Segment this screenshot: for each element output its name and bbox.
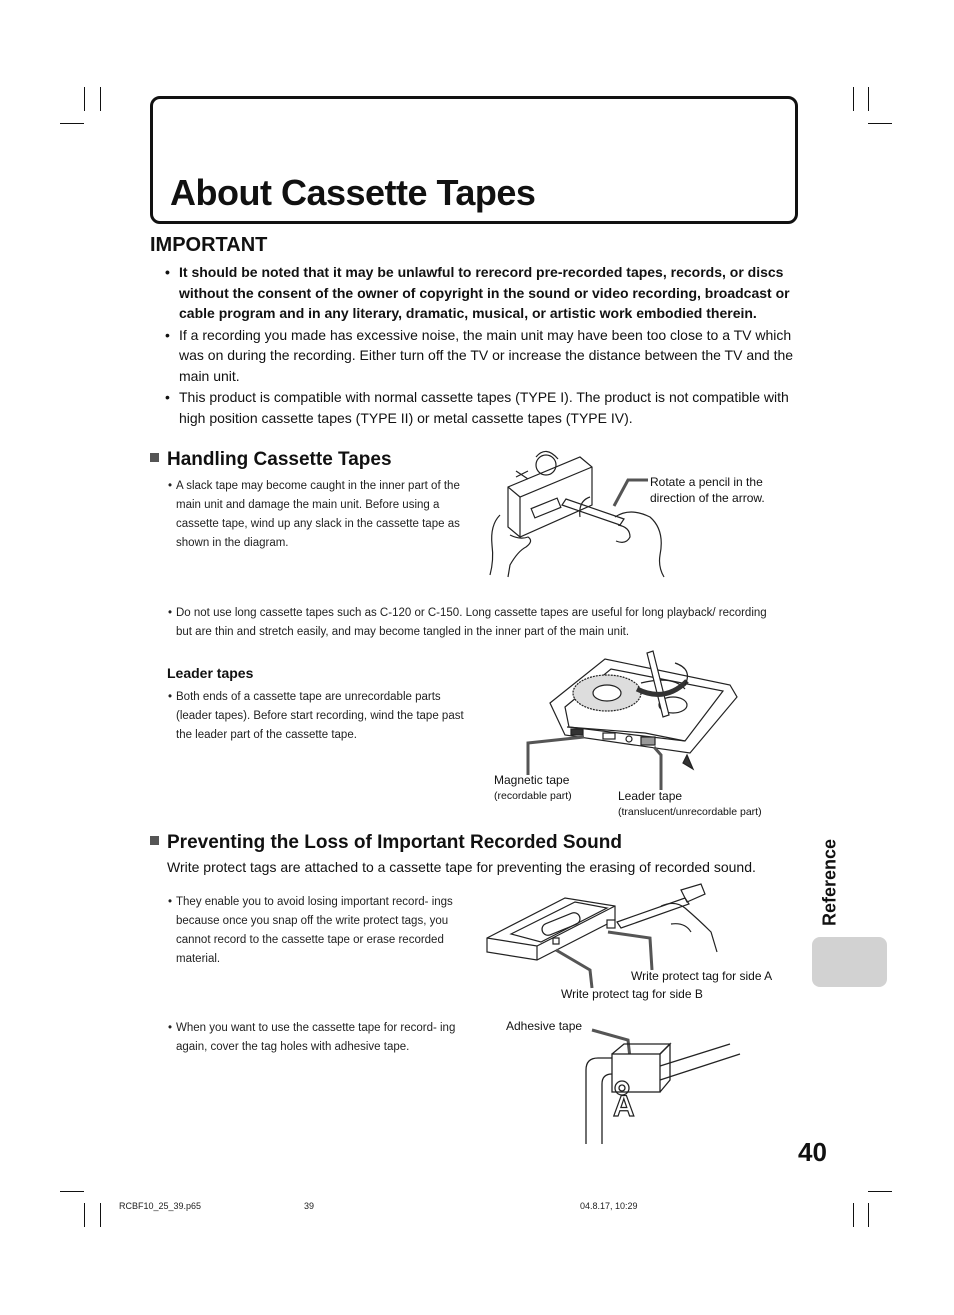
write-protect-bullet: • They enable you to avoid losing important record- ings because once you snap off the write protect tags, you cannot record to the cassette tape or erase recorded material. xyxy=(168,896,453,965)
important-item: • If a recording you made has excessive noise, the main unit may have been too close to a TV which was on during the recording. Either turn off the TV or increase the distance between the TV and the main unit. xyxy=(165,326,794,384)
page-title: About Cassette Tapes xyxy=(170,172,536,213)
side-tab-label: Reference xyxy=(819,838,840,927)
pencil-winding-illustration xyxy=(480,445,670,580)
preventing-heading: Preventing the Loss of Important Recorded Sound xyxy=(150,832,622,854)
crop-mark xyxy=(853,1203,854,1227)
preventing-intro: Write protect tags are attached to a cassette tape for preventing the erasing of recorded sound. xyxy=(167,859,756,875)
crop-mark xyxy=(100,1203,101,1227)
square-bullet-icon xyxy=(150,453,159,462)
tag-b-label: Write protect tag for side B xyxy=(561,987,703,1001)
important-heading: IMPORTANT xyxy=(150,234,268,256)
important-list xyxy=(165,262,805,429)
square-bullet-icon xyxy=(150,836,159,845)
side-a-letter: A xyxy=(613,1090,635,1123)
pencil-caption: Rotate a pencil in the direction of the arrow. xyxy=(650,475,765,505)
important-item: • This product is compatible with normal cassette tapes (TYPE I). The product is not compatible with high position cassette tapes (TYPE II) or metal cassette tapes (TYPE IV). xyxy=(165,389,789,426)
crop-mark xyxy=(868,1203,869,1227)
crop-mark xyxy=(853,87,854,111)
tag-a-label: Write protect tag for side A xyxy=(631,969,773,983)
page-number: 40 xyxy=(798,1137,827,1167)
long-tape-bullet: • Do not use long cassette tapes such as C-120 or C-150. Long cassette tapes are useful for long playback/ recording but are thin and stretch easily, and may become tangled in the inner part of the main unit. xyxy=(168,607,767,638)
footer-page: 39 xyxy=(304,1201,315,1211)
adhesive-tape-illustration xyxy=(580,1040,750,1150)
crop-mark xyxy=(868,1191,892,1192)
crop-mark xyxy=(84,87,85,111)
leader-tape-label: Leader tape (translucent/unrecordable part) xyxy=(618,789,762,818)
handling-heading: Handling Cassette Tapes xyxy=(150,449,392,471)
crop-mark xyxy=(100,87,101,111)
magnetic-tape-label: Magnetic tape (recordable part) xyxy=(494,773,572,802)
crop-mark xyxy=(60,123,84,124)
footer-date: 04.8.17, 10:29 xyxy=(580,1201,638,1211)
adhesive-tape-label: Adhesive tape xyxy=(506,1019,583,1033)
side-tab xyxy=(812,937,887,987)
crop-mark xyxy=(868,123,892,124)
handling-bullet: • A slack tape may become caught in the inner part of the main unit and damage the main unit. Before using a cassette tape, wind up any slack in the cassette tape as shown in the diagram. xyxy=(168,480,460,549)
important-item: • It should be noted that it may be unlawful to rerecord pre-recorded tapes, records, or discs without the consent of the owner of copyright in the sound or video recording, broadcast or cable program and in any literary, dramatic, musical, or artistic work embodied therein. xyxy=(165,264,790,321)
leader-tapes-heading: Leader tapes xyxy=(167,665,254,681)
crop-mark xyxy=(868,87,869,111)
crop-mark xyxy=(60,1191,84,1192)
crop-mark xyxy=(84,1203,85,1227)
leader-tapes-bullet: • Both ends of a cassette tape are unrecordable parts (leader tapes). Before start recording, wind the tape past the leader part of the cassette tape. xyxy=(168,691,464,741)
adhesive-bullet: • When you want to use the cassette tape for record- ing again, cover the tag holes with adhesive tape. xyxy=(168,1022,456,1053)
footer-file: RCBF10_25_39.p65 xyxy=(119,1201,202,1211)
